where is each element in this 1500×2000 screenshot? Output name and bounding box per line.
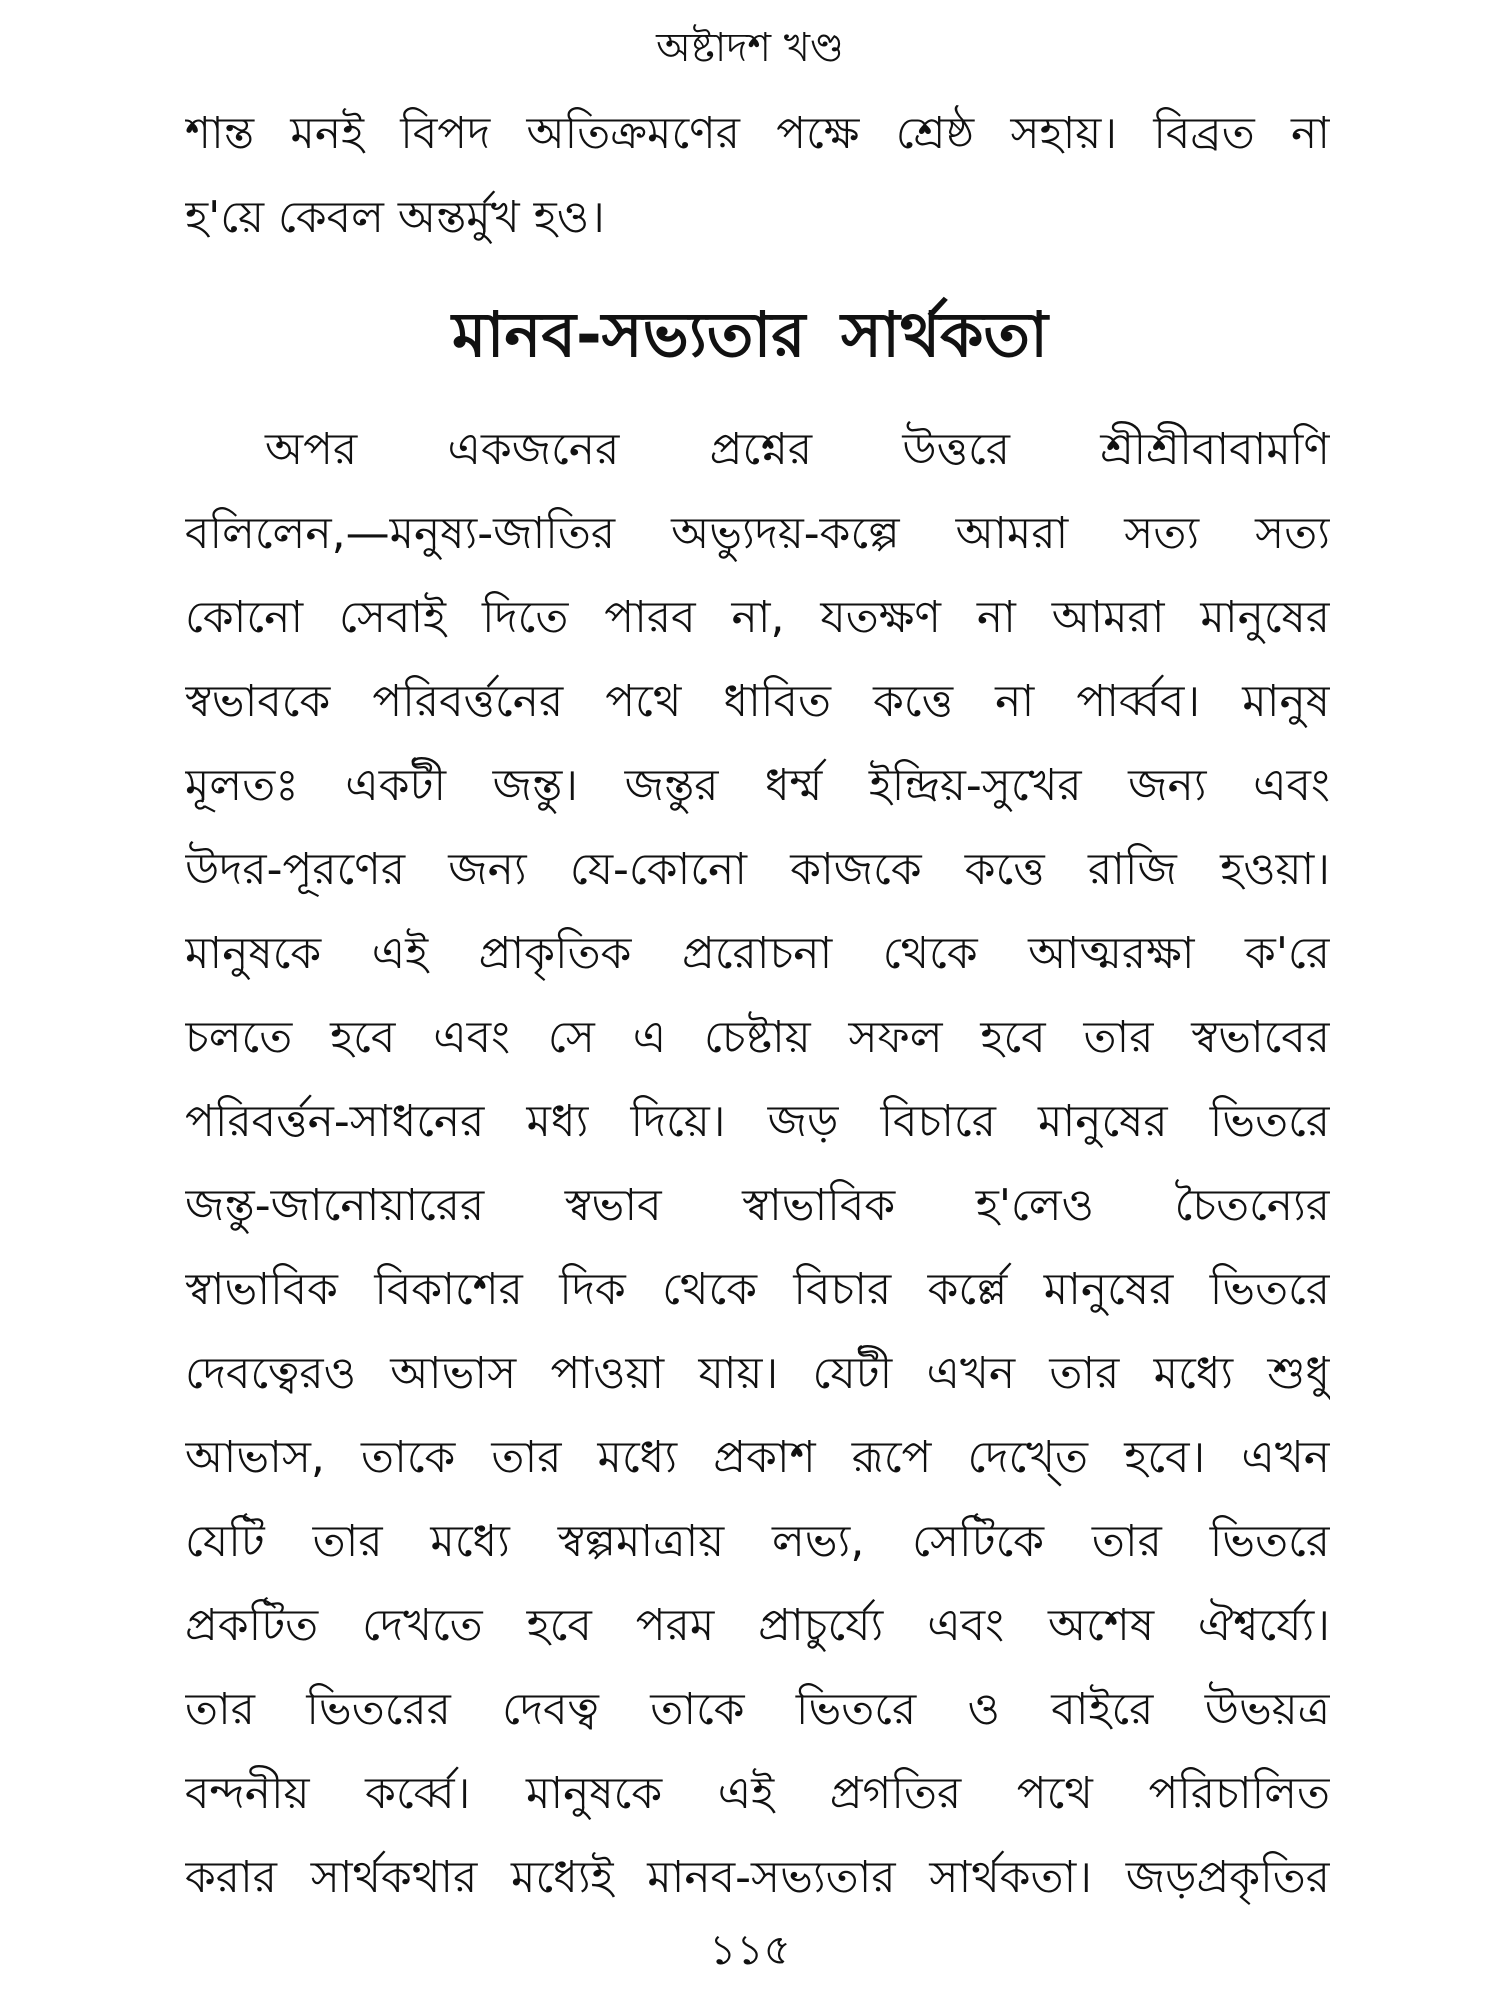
section-title: মানব-সভ্যতার সার্থকতা bbox=[452, 298, 1048, 371]
body-paragraph bbox=[185, 408, 1330, 1920]
text-line: শান্ত মনই বিপদ অতিক্রমণের পক্ষে শ্রেষ্ঠ সহায়। বিব্রত না bbox=[185, 108, 1330, 159]
text-line: হ'য়ে কেবল অন্তর্মুখ হও। bbox=[185, 192, 605, 243]
text-line: দেবত্বেরও আভাস পাওয়া যায়। যেটী এখন তার মধ্যে শুধু bbox=[185, 1348, 1330, 1399]
text-line: স্বভাবকে পরিবর্ত্তনের পথে ধাবিত কত্তে না পার্ব্বব। মানুষ bbox=[185, 676, 1330, 727]
text-line: আভাস, তাকে তার মধ্যে প্রকাশ রূপে দেখ্তে হবে। এখন bbox=[185, 1432, 1330, 1483]
text-line: বন্দনীয় কর্ব্বে। মানুষকে এই প্রগতির পথে পরিচালিত bbox=[185, 1768, 1330, 1819]
text-line: তার ভিতরের দেবত্ব তাকে ভিতরে ও বাইরে উভয়ত্র bbox=[185, 1684, 1330, 1735]
page-number: ১১৫ bbox=[709, 1925, 791, 1974]
text-line: চলতে হবে এবং সে এ চেষ্টায় সফল হবে তার স্বভাবের bbox=[185, 1012, 1330, 1063]
text-line: প্রকটিত দেখতে হবে পরম প্রাচুর্য্যে এবং অশেষ ঐশ্বর্য্যে। bbox=[185, 1600, 1330, 1651]
text-line: জন্তু-জানোয়ারের স্বভাব স্বাভাবিক হ'লেও চৈতন্যের bbox=[185, 1180, 1330, 1231]
text-line: বলিলেন,—মনুষ্য-জাতির অভ্যুদয়-কল্পে আমরা সত্য সত্য bbox=[185, 508, 1330, 559]
text-line: অপর একজনের প্রশ্নের উত্তরে শ্রীশ্রীবাবামণি bbox=[265, 424, 1330, 475]
text-line: পরিবর্ত্তন-সাধনের মধ্য দিয়ে। জড় বিচারে মানুষের ভিতরে bbox=[185, 1096, 1330, 1147]
text-line: কোনো সেবাই দিতে পারব না, যতক্ষণ না আমরা মানুষের bbox=[185, 592, 1330, 643]
text-line: করার সার্থকথার মধ্যেই মানব-সভ্যতার সার্থকতা। জড়প্রকৃতির bbox=[185, 1852, 1330, 1903]
text-line: যেটি তার মধ্যে স্বল্পমাত্রায় লভ্য, সেটিকে তার ভিতরে bbox=[185, 1516, 1330, 1567]
intro-paragraph bbox=[185, 92, 1330, 260]
text-line: উদর-পূরণের জন্য যে-কোনো কাজকে কত্তে রাজি হওয়া। bbox=[185, 844, 1330, 895]
text-line: মূলতঃ একটী জন্তু। জন্তুর ধর্ম্ম ইন্দ্রিয়-সুখের জন্য এবং bbox=[185, 760, 1330, 811]
running-head: অষ্টাদশ খণ্ড bbox=[656, 25, 844, 71]
text-line: স্বাভাবিক বিকাশের দিক থেকে বিচার কর্ল্লে মানুষের ভিতরে bbox=[185, 1264, 1330, 1315]
text-line: মানুষকে এই প্রাকৃতিক প্ররোচনা থেকে আত্মরক্ষা ক'রে bbox=[185, 928, 1330, 979]
